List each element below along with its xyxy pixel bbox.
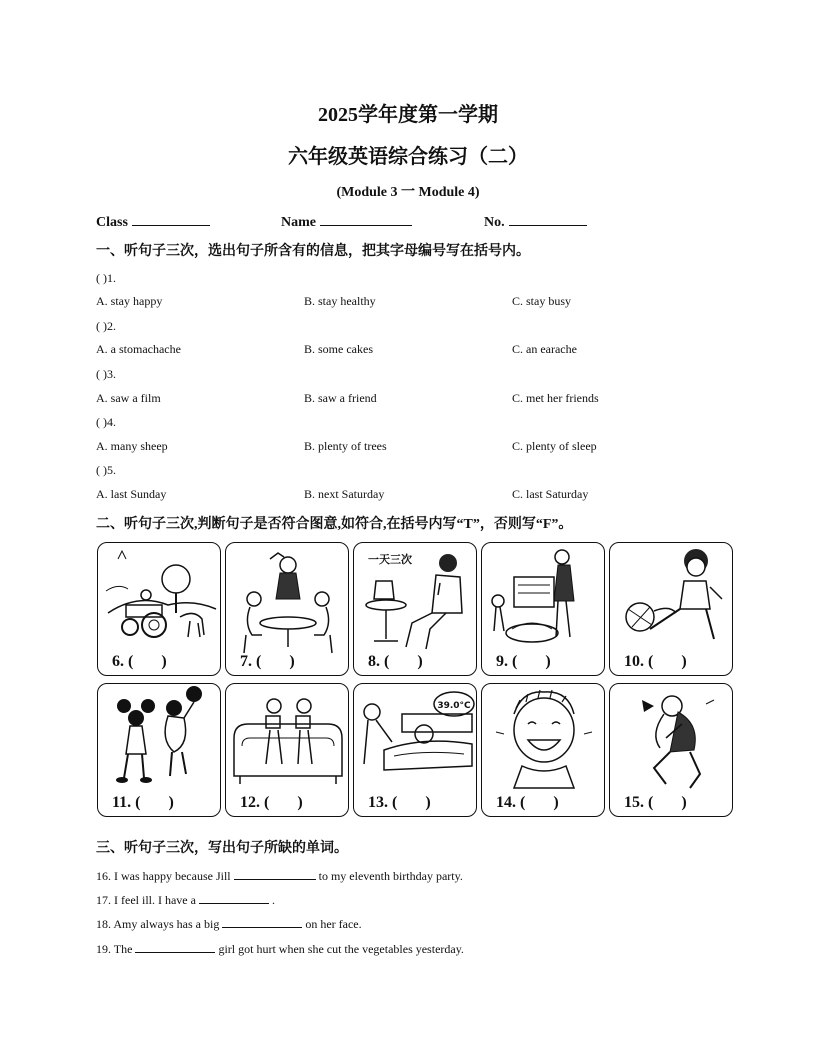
q4-option-c: C. plenty of sleep	[512, 439, 597, 453]
question-1-number: ( )1.	[96, 271, 116, 285]
number-label: No.	[484, 215, 505, 230]
picture-panel-10	[609, 542, 733, 676]
section3-heading: 三、听句子三次，写出句子所缺的单词。	[96, 841, 348, 856]
q5-option-c: C. last Saturday	[512, 487, 589, 501]
q3-option-a: A. saw a film	[96, 391, 161, 405]
picture-panel-11	[97, 683, 221, 817]
item-18-prefix: 18. Amy always has a big	[96, 917, 220, 931]
picture-panel-14	[481, 683, 605, 817]
question-4-number: ( )4.	[96, 415, 116, 429]
panel-10-label[interactable]: 10. ( )	[624, 653, 687, 670]
fill-item-19	[96, 940, 464, 957]
class-blank[interactable]	[132, 211, 210, 226]
class-label: Class	[96, 215, 128, 230]
q5-option-a: A. last Sunday	[96, 487, 167, 501]
item-18-blank[interactable]	[222, 915, 302, 928]
panel-9-label[interactable]: 9. ( )	[496, 653, 551, 670]
panel-13-label[interactable]: 13. ( )	[368, 794, 431, 811]
panel-8-label[interactable]: 8. ( )	[368, 653, 423, 670]
panel-15-label[interactable]: 15. ( )	[624, 794, 687, 811]
fill-item-16	[96, 867, 463, 884]
picture-panel-12	[225, 683, 349, 817]
fill-item-17	[96, 891, 275, 908]
panel-7-label[interactable]: 7. ( )	[240, 653, 295, 670]
item-17-blank[interactable]	[199, 891, 269, 904]
number-field[interactable]	[484, 211, 587, 231]
exam-title: 2025学年度第一学期	[318, 104, 498, 126]
item-18-suffix: on her face.	[305, 917, 362, 931]
q5-option-b: B. next Saturday	[304, 487, 385, 501]
q3-option-b: B. saw a friend	[304, 391, 377, 405]
item-17-suffix: .	[271, 893, 275, 907]
name-field[interactable]	[281, 211, 412, 231]
section2-heading: 二、听句子三次,判断句子是否符合图意,如符合,在括号内写“T”，否则写“F”。	[96, 517, 573, 532]
picture-panel-7	[225, 542, 349, 676]
q1-option-b: B. stay healthy	[304, 294, 376, 308]
panel-8-caption: 一天三次	[368, 553, 412, 566]
item-17-prefix: 17. I feel ill. I have a	[96, 893, 196, 907]
panel-12-label[interactable]: 12. ( )	[240, 794, 303, 811]
picture-panel-13	[353, 683, 477, 817]
q3-option-c: C. met her friends	[512, 391, 599, 405]
q2-option-b: B. some cakes	[304, 342, 373, 356]
panel-6-label[interactable]: 6. ( )	[112, 653, 167, 670]
item-16-suffix: to my eleventh birthday party.	[318, 869, 463, 883]
panel-11-label[interactable]: 11. ( )	[112, 794, 174, 811]
name-blank[interactable]	[320, 211, 412, 226]
q2-option-a: A. a stomachache	[96, 342, 181, 356]
item-16-prefix: 16. I was happy because Jill	[96, 869, 231, 883]
q4-option-a: A. many sheep	[96, 439, 168, 453]
picture-panel-8	[353, 542, 477, 676]
picture-panel-15	[609, 683, 733, 817]
number-blank[interactable]	[509, 211, 587, 226]
question-5-number: ( )5.	[96, 463, 116, 477]
q4-option-b: B. plenty of trees	[304, 439, 387, 453]
fill-item-18	[96, 915, 362, 932]
q1-option-a: A. stay happy	[96, 294, 163, 308]
picture-panel-9	[481, 542, 605, 676]
class-field[interactable]	[96, 211, 210, 231]
item-19-prefix: 19. The	[96, 942, 133, 956]
panel-13-caption: 39.0°C	[437, 701, 471, 711]
name-label: Name	[281, 215, 316, 230]
panel-14-label[interactable]: 14. ( )	[496, 794, 559, 811]
exam-subtitle: 六年级英语综合练习（二）	[288, 146, 528, 168]
q1-option-c: C. stay busy	[512, 294, 572, 308]
picture-panel-6	[97, 542, 221, 676]
item-19-suffix: girl got hurt when she cut the vegetables yesterday.	[218, 942, 464, 956]
section1-heading: 一、听句子三次，选出句子所含有的信息，把其字母编号写在括号内。	[96, 244, 530, 259]
question-2-number: ( )2.	[96, 319, 116, 333]
item-19-blank[interactable]	[135, 940, 215, 953]
module-scope: (Module 3 一 Module 4)	[336, 185, 480, 200]
question-3-number: ( )3.	[96, 367, 116, 381]
item-16-blank[interactable]	[234, 867, 316, 880]
q2-option-c: C. an earache	[512, 342, 577, 356]
